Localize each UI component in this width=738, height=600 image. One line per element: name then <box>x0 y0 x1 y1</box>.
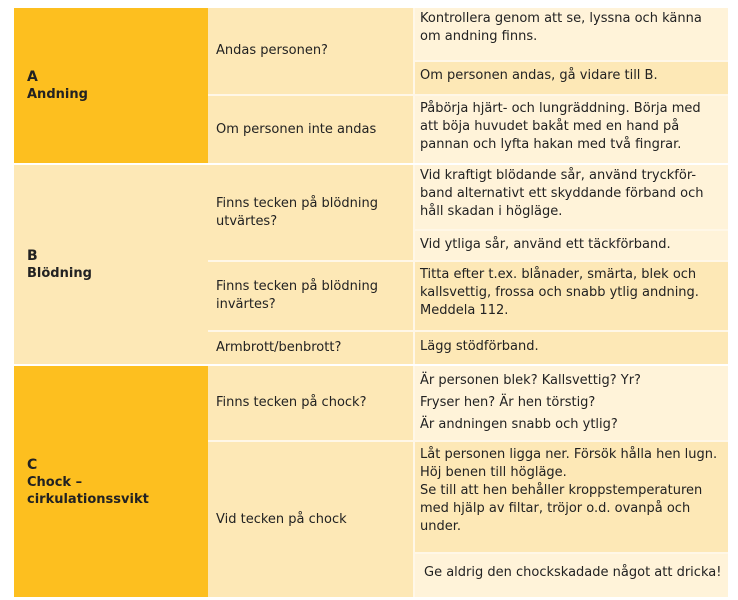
answer-line: Meddela 112. <box>420 303 509 318</box>
answer-cell <box>415 366 728 440</box>
answer-line: kallsvettig, frossa och snabb ytlig andning. <box>420 285 699 300</box>
question-text: Armbrott/benbrott? <box>216 340 342 355</box>
question-cell <box>208 442 413 597</box>
answer-line: Se till att hen behåller kroppstemperaturen <box>420 483 703 498</box>
answer-cell <box>415 8 728 60</box>
question-cell <box>208 165 413 260</box>
question-cell <box>208 96 413 163</box>
answer-line: under. <box>420 519 462 534</box>
answer-line: Fryser hen? Är hen törstig? <box>420 395 596 410</box>
answer-cell <box>415 165 728 229</box>
section-c-chock <box>14 366 728 597</box>
column-divider <box>413 366 415 597</box>
question-line: utvärtes? <box>216 213 278 229</box>
section-label <box>14 8 208 163</box>
section-a-andning <box>14 8 728 163</box>
section-name: Blödning <box>27 266 92 281</box>
section-letter: C <box>27 456 38 473</box>
question-text: Andas personen? <box>216 43 328 58</box>
section-name: Chock – cirkulationssvikt <box>27 474 149 507</box>
answer-line: att böja huvudet bakåt med en hand på <box>420 119 680 134</box>
section-label <box>14 165 208 364</box>
answer-cell <box>415 96 728 163</box>
answer-line: om andning finns. <box>420 29 538 44</box>
answer-line: Vid kraftigt blödande sår, använd tryckför- <box>420 168 697 183</box>
answer-cell <box>415 332 728 364</box>
answer-cell <box>415 442 728 552</box>
answer-line: Lägg stödförband. <box>420 339 539 354</box>
answer-line: pannan och lyfta hakan med två fingrar. <box>420 137 682 152</box>
answer-line: Är personen blek? Kallsvettig? Yr? <box>420 373 641 388</box>
question-text: Vid tecken på chock <box>216 511 347 527</box>
question-cell <box>208 366 413 440</box>
answer-line: Titta efter t.ex. blånader, smärta, blek och <box>420 267 697 282</box>
answer-cell <box>415 231 728 260</box>
answer-line: Kontrollera genom att se, lyssna och känna <box>420 11 702 26</box>
answer-line: Är andningen snabb och ytlig? <box>420 417 618 432</box>
answer-line: Låt personen ligga ner. Försök hålla hen lugn. <box>420 447 718 462</box>
question-cell <box>208 332 413 364</box>
question-line: Finns tecken på blödning <box>216 195 378 211</box>
column-divider <box>413 165 415 364</box>
section-letter: A <box>27 69 38 85</box>
answer-line: Vid ytliga sår, använd ett täckförband. <box>420 237 671 252</box>
answer-cell <box>415 554 728 597</box>
answer-cell <box>415 262 728 330</box>
question-line: Finns tecken på blödning <box>216 279 378 294</box>
question-cell <box>208 262 413 330</box>
answer-line: Påbörja hjärt- och lungräddning. Börja med <box>420 101 701 116</box>
answer-line: Höj benen till högläge. <box>420 465 567 480</box>
section-b-blodning <box>14 165 728 364</box>
answer-line: band alternativt ett skyddande förband och <box>420 186 704 201</box>
section-label <box>14 366 208 597</box>
answer-line: Ge aldrig den chockskadade något att dricka! <box>424 565 722 580</box>
column-divider <box>413 8 415 163</box>
question-text: Om personen inte andas <box>216 121 377 137</box>
answer-line: Om personen andas, gå vidare till B. <box>420 68 658 83</box>
answer-line: håll skadan i högläge. <box>420 204 563 219</box>
answer-line: med hjälp av filtar, tröjor o.d. ovanpå och <box>420 501 691 516</box>
section-letter: B <box>27 248 38 264</box>
answer-cell <box>415 62 728 94</box>
question-line: invärtes? <box>216 297 276 312</box>
section-name: Andning <box>27 87 88 102</box>
question-text: Finns tecken på chock? <box>216 395 367 410</box>
question-cell <box>208 8 413 94</box>
